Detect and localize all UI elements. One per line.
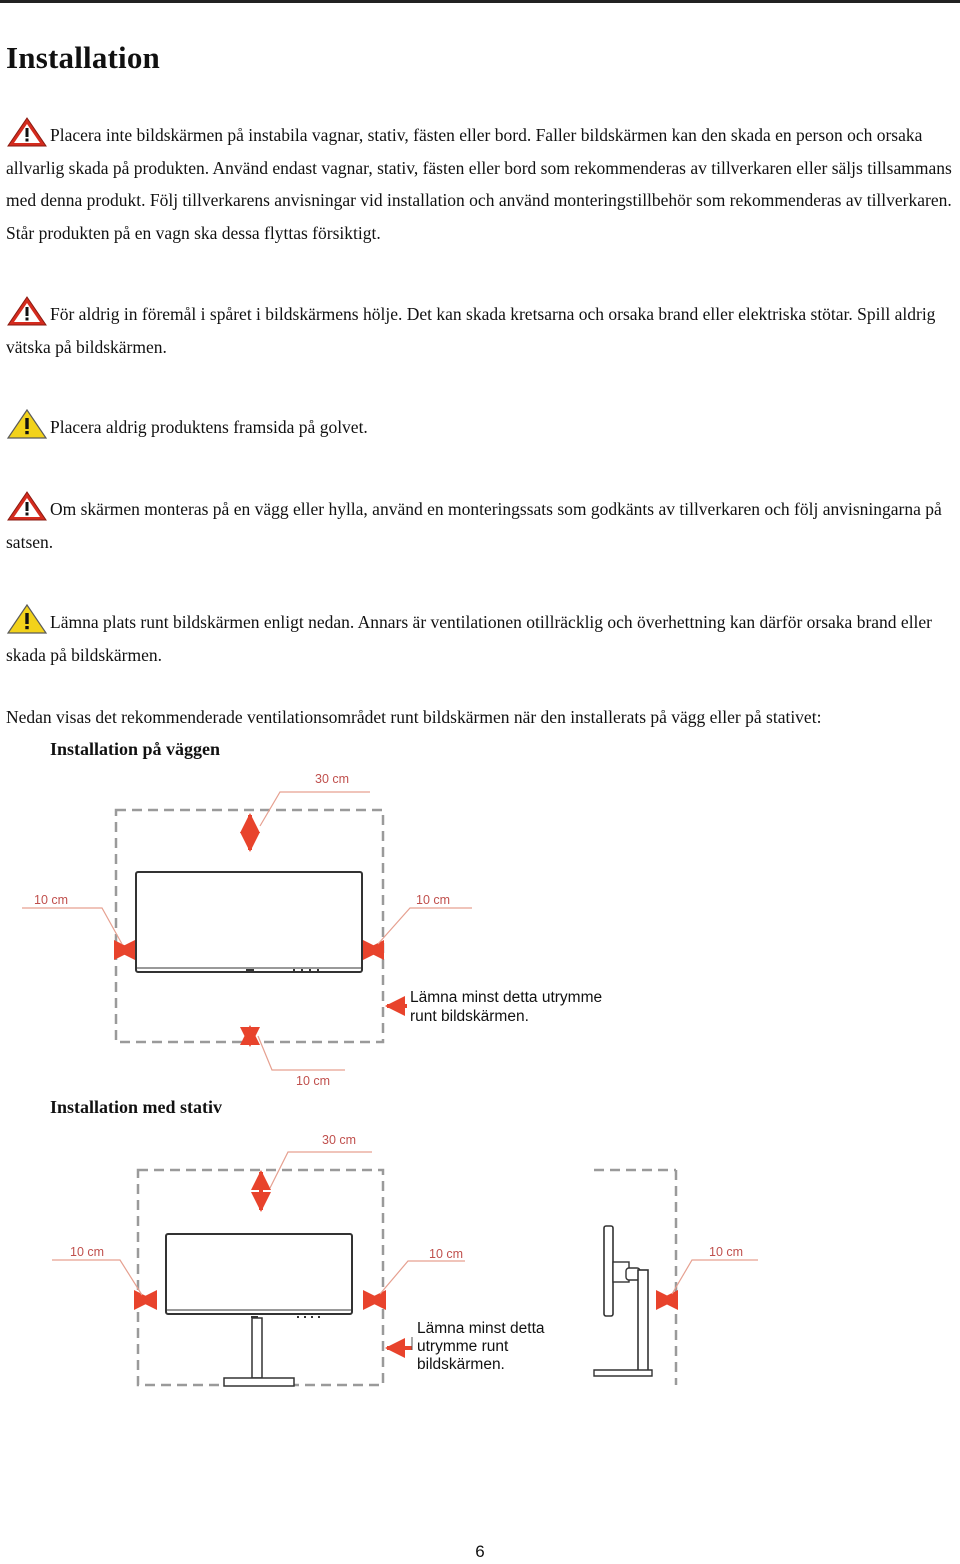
stand-base — [224, 1378, 294, 1386]
stand-diagram — [52, 1152, 758, 1386]
wall-monitor-screen — [136, 872, 362, 972]
wall-note-line-1: Lämna minst detta utrymme — [410, 989, 603, 1006]
wall-right-label: 10 cm — [416, 893, 451, 907]
stand-note-line-1: Lämna minst detta — [417, 1320, 545, 1337]
stand-top-label: 30 cm — [322, 1133, 357, 1147]
warning-text-2: För aldrig in föremål i spåret i bildskärmens hölje. Det kan skada kretsarna och orsaka brand eller elektriska stötar. Spill aldrig vätska på bildskärmen. — [6, 304, 936, 357]
stand-note-line-3: bildskärmen. — [417, 1356, 505, 1373]
wall-note — [410, 988, 602, 1026]
intro-paragraph: Nedan visas det rekommenderade ventilationsområdet runt bildskärmen när den installerats på vägg eller på stativet: — [6, 707, 822, 727]
stand-note-line-2: utrymme runt — [417, 1338, 509, 1355]
stand-left-label: 10 cm — [70, 1245, 105, 1259]
wall-right-leader — [378, 908, 472, 944]
wall-diagram — [22, 792, 472, 1070]
side-monitor-panel — [604, 1226, 613, 1316]
wall-left-leader — [22, 908, 122, 944]
wall-top-label: 30 cm — [315, 772, 350, 786]
stand-note — [417, 1320, 545, 1374]
warning-text-4: Om skärmen monteras på en vägg eller hylla, använd en monteringssats som godkänts av tillverkaren och följ anvisningarna på satsen. — [6, 499, 942, 552]
page-title: Installation — [6, 40, 160, 75]
warning-text-3: Placera aldrig produktens framsida på golvet. — [50, 417, 368, 437]
wall-left-label: 10 cm — [34, 893, 69, 907]
warning-text-1: Placera inte bildskärmen på instabila vagnar, stativ, fästen eller bord. Faller bildskärmen kan den skada en person och orsaka allvarlig skada på produkten. Använd endast vagnar, stativ, fästen eller bord som rekommenderas av tillverkaren eller säljs tillsammans med denna produkt. Följ tillverkarens anvisningar vid installation och använd monteringstillbehör som rekommenderas av tillverkaren. Står produkten på en vagn ska dessa flyttas försiktigt. — [6, 125, 952, 243]
stand-right-leader — [380, 1261, 465, 1294]
stand-left-leader — [52, 1260, 142, 1295]
side-right-leader — [672, 1260, 758, 1294]
wall-note-line-2: runt bildskärmen. — [410, 1008, 529, 1025]
side-stand-base — [594, 1370, 652, 1376]
stand-right-label: 10 cm — [429, 1247, 464, 1261]
stand-monitor-screen — [166, 1234, 352, 1314]
page-number: 6 — [475, 1542, 485, 1561]
side-stand-neck — [638, 1270, 648, 1374]
side-right-label: 10 cm — [709, 1245, 744, 1259]
stand-heading: Installation med stativ — [50, 1097, 223, 1117]
wall-heading: Installation på väggen — [50, 739, 221, 759]
wall-bottom-label: 10 cm — [296, 1074, 331, 1088]
wall-monitor-logo — [246, 969, 254, 971]
stand-monitor-buttons — [297, 1316, 320, 1318]
stand-neck — [252, 1318, 262, 1378]
warning-text-5: Lämna plats runt bildskärmen enligt nedan. Annars är ventilationen otillräcklig och överhettning kan därför orsaka brand eller skada på bildskärmen. — [6, 612, 933, 665]
